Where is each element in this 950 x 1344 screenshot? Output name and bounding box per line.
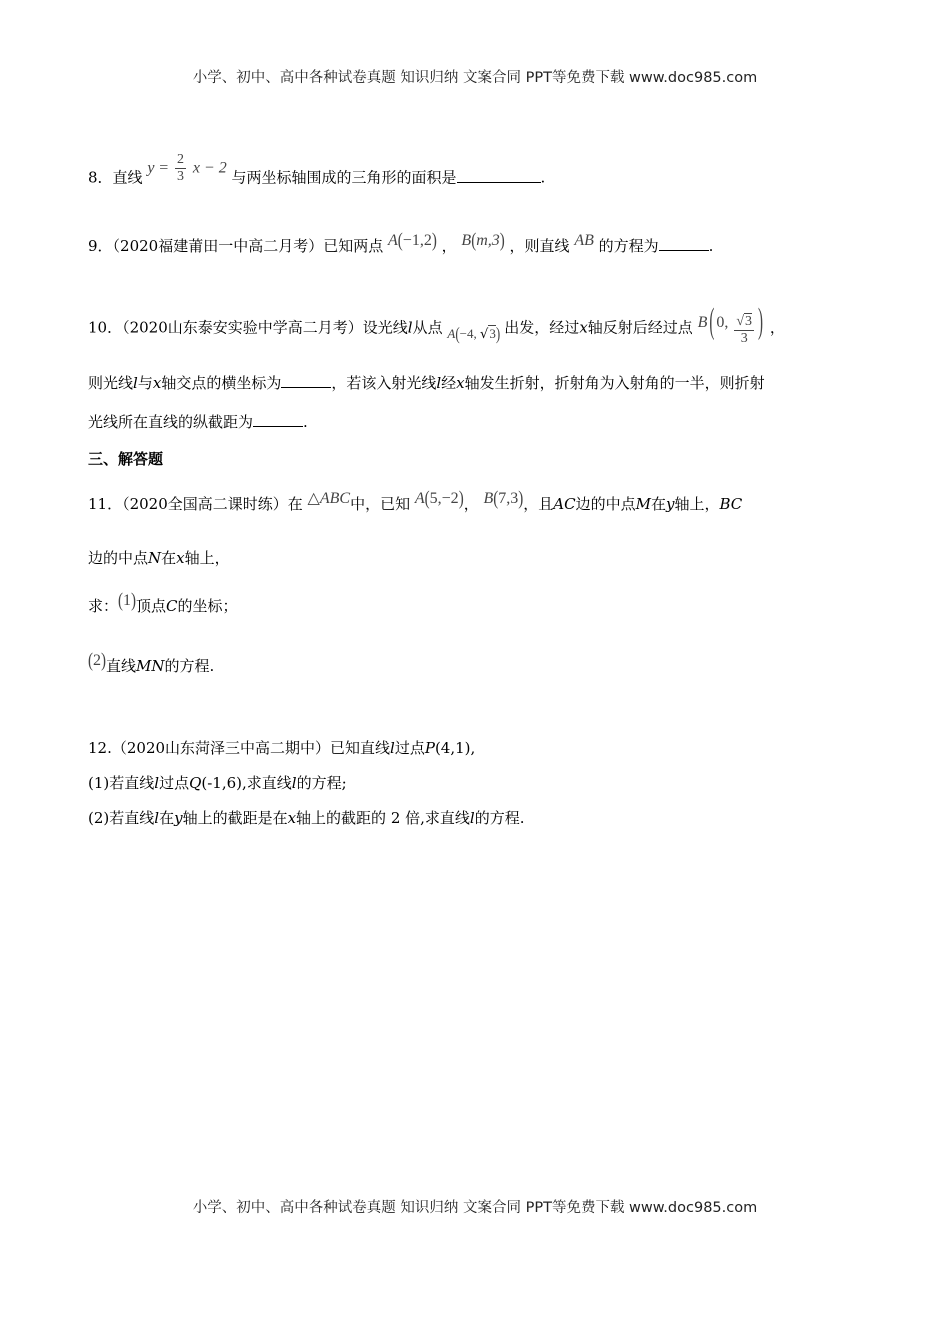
question-10: 10．（2020山东泰安实验中学高二月考）设光线l从点 A(−4, √3) 出发，经过x轴反射后经过点 B ( 0, $\frac{√3}{3}$ ) ， <box>88 303 785 346</box>
q9-point-a: A(−1,2) <box>388 230 437 252</box>
question-10-line3: 光线所在直线的纵截距为 . <box>88 413 308 431</box>
question-11-part2: (2)直线MN的方程. <box>88 650 215 675</box>
q12-number: 12.（2020山东菏泽三中高二期中）已知直线 <box>88 739 391 757</box>
q9-answer-blank[interactable] <box>659 236 709 251</box>
q11-number: 11．（2020全国高二课时练）在 <box>88 495 303 513</box>
q8-answer-blank[interactable] <box>457 168 541 183</box>
q10-answer-blank-1[interactable] <box>281 373 331 388</box>
question-11-part1: 求：(1)顶点C的坐标； <box>88 590 238 615</box>
q11-point-a: A(5,−2) <box>414 488 464 510</box>
question-10-line2: 则光线l与x轴交点的横坐标为 ，若该入射光线l经x轴发生折射，折射角为入射角的一半，则折射 <box>88 374 765 392</box>
q9-line-ab: AB <box>574 232 594 249</box>
q11-triangle: △ABC <box>307 490 351 507</box>
q8-number: 8．直线 <box>88 168 143 187</box>
question-11-line2: 边的中点N在x轴上， <box>88 549 230 567</box>
question-9: 9．（2020福建莆田一中高二月考）已知两点 A(−1,2) ， B(m,3) ，则直线 AB 的方程为 . <box>88 230 714 255</box>
question-12-part2: (2)若直线l在y轴上的截距是在x轴上的截距的 2 倍,求直线l的方程. <box>88 809 525 827</box>
q10-point-a: A(−4, √3) <box>447 322 501 343</box>
question-12: 12.（2020山东菏泽三中高二期中）已知直线l过点P(4,1), <box>88 739 476 757</box>
q10-number: 10．（2020山东泰安实验中学高二月考）设光线 <box>88 318 408 337</box>
page-footer: 小学、初中、高中各种试卷真题 知识归纳 文案合同 PPT等免费下载 www.doc985.com <box>192 1200 758 1216</box>
question-12-part1: (1)若直线l过点Q(-1,6),求直线l的方程; <box>88 774 347 792</box>
q9-point-b: B(m,3) <box>461 230 505 252</box>
q8-equation: y = $\frac{2}{3}$ x − 2 <box>147 152 227 184</box>
q10-point-b: B ( 0, $\frac{√3}{3}$ ) <box>697 303 764 346</box>
page-header: 小学、初中、高中各种试卷真题 知识归纳 文案合同 PPT等免费下载 www.doc985.com <box>192 70 758 86</box>
q8-text: 与两坐标轴围成的三角形的面积是 <box>231 168 457 187</box>
q11-point-b: B(7,3) <box>483 488 524 510</box>
question-11: 11．（2020全国高二课时练）在 △ABC中，已知 A(5,−2)， B(7,3)，且AC边的中点M在y轴上，BC <box>88 488 743 513</box>
section-title-answer-questions: 三、解答题 <box>88 450 164 468</box>
q9-number: 9．（2020福建莆田一中高二月考）已知两点 <box>88 237 384 255</box>
q10-answer-blank-2[interactable] <box>253 412 303 427</box>
question-8: 8．直线 y = $\frac{2}{3}$ x − 2 与两坐标轴围成的三角形的面积是 . <box>88 152 546 187</box>
